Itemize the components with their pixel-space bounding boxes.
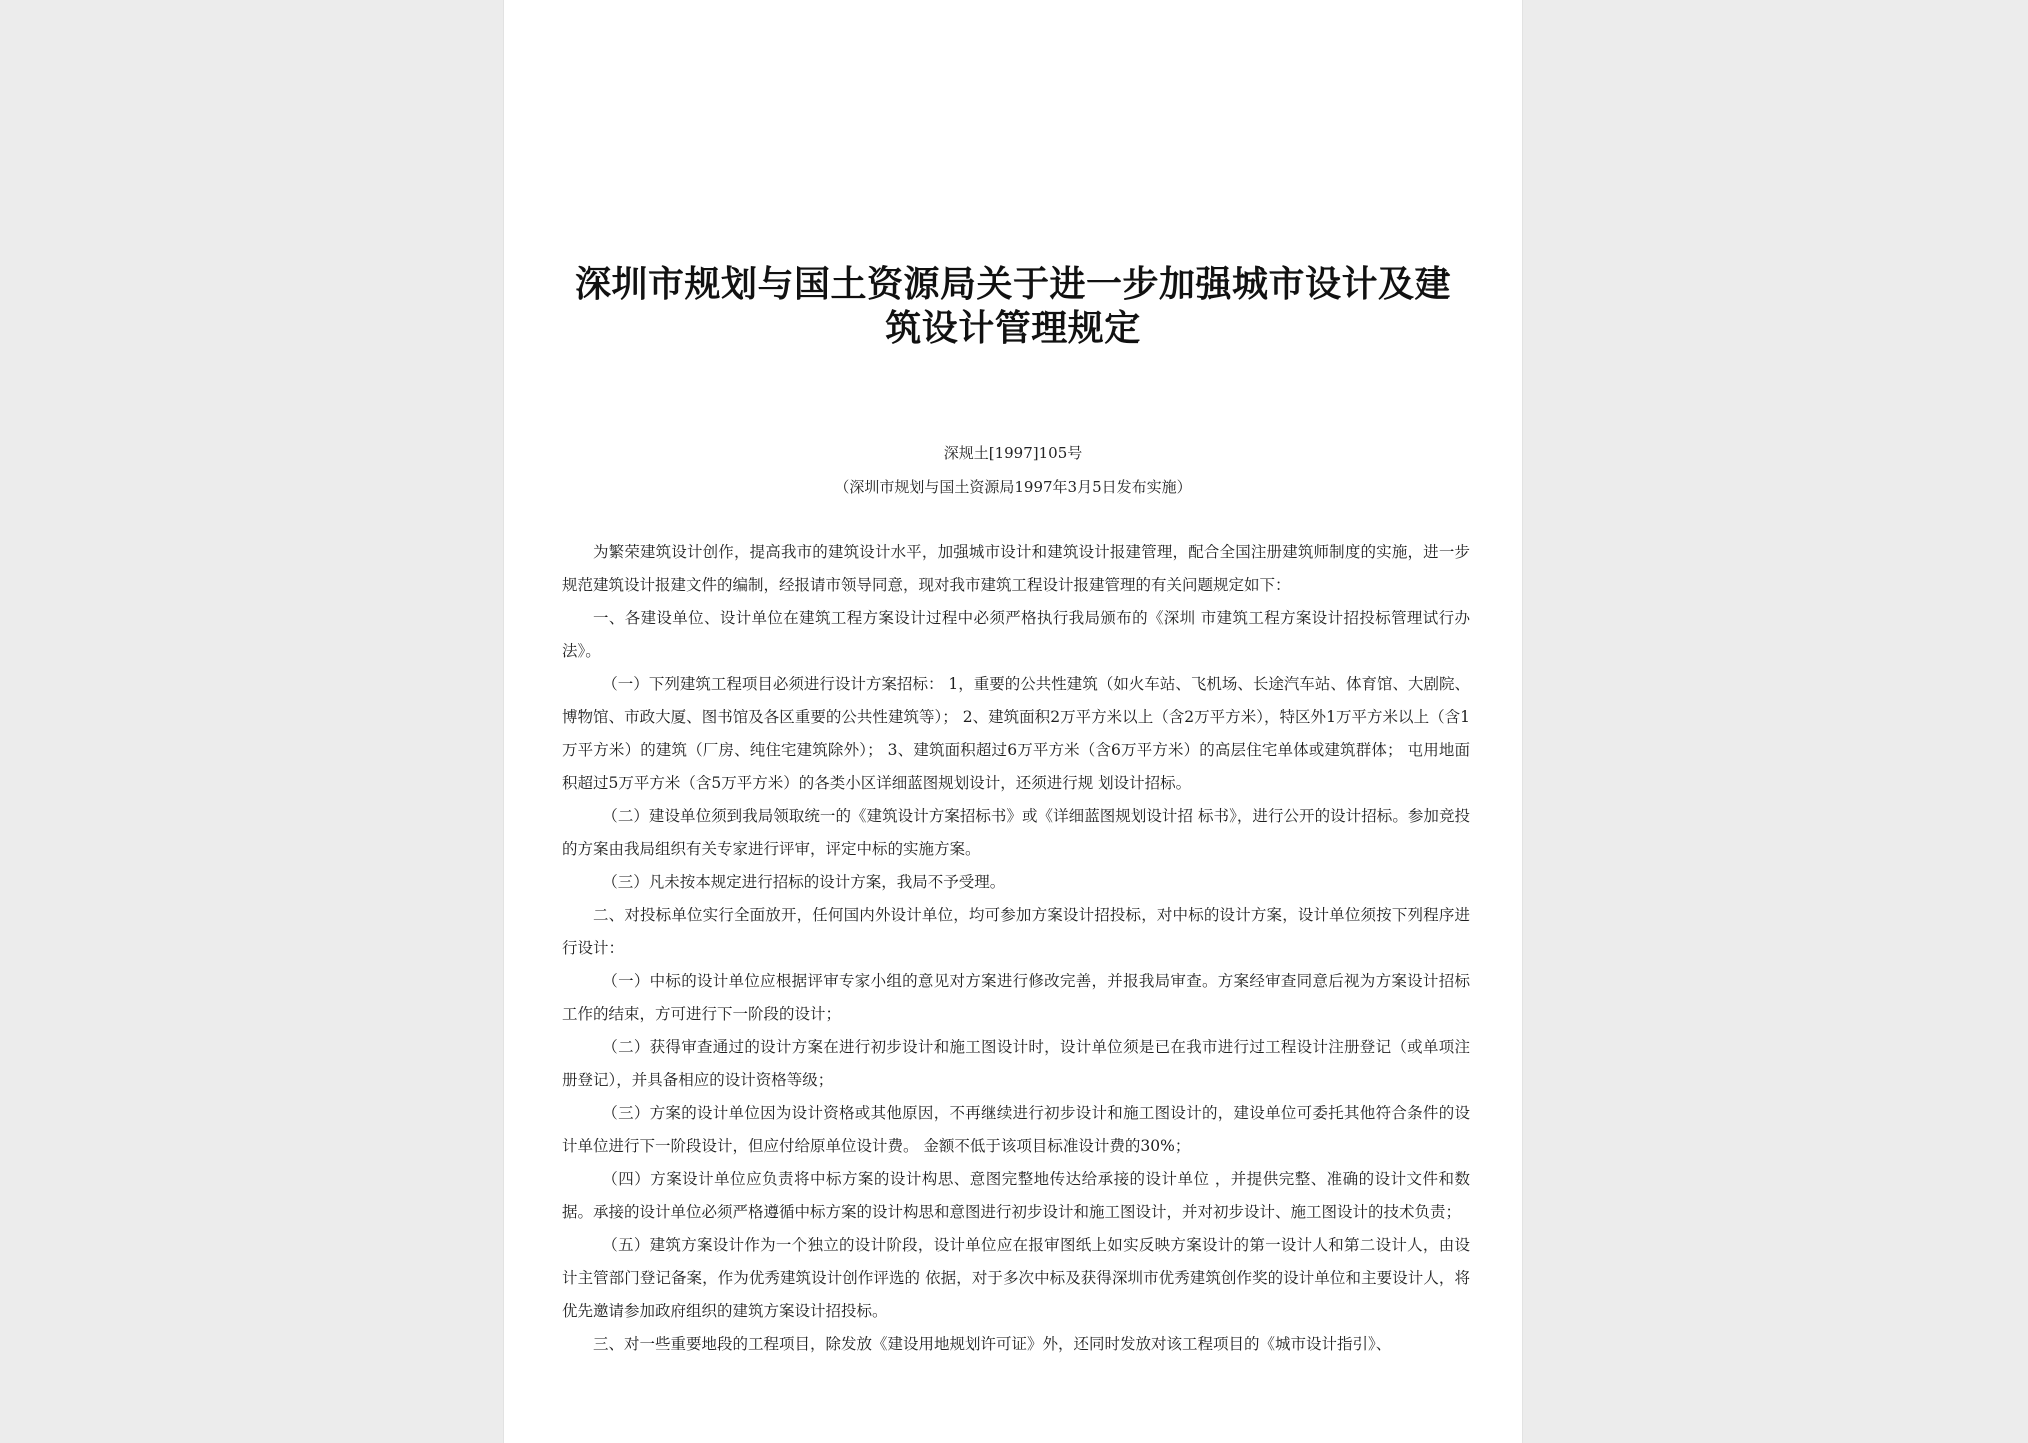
paragraph-section-1: 一、各建设单位、设计单位在建筑工程方案设计过程中必须严格执行我局颁布的《深圳 市建筑工程方案设计招投标管理试行办法》。 (562, 609, 1470, 660)
document-body (562, 536, 1470, 1361)
paragraph-section-2: 二、对投标单位实行全面放开，任何国内外设计单位，均可参加方案设计招投标，对中标的设计方案，设计单位须按下列程序进行设计： (562, 906, 1470, 957)
issue-note: （深圳市规划与国土资源局1997年3月5日发布实施） (834, 478, 1192, 496)
paragraph-2-5: （五）建筑方案设计作为一个独立的设计阶段，设计单位应在报审图纸上如实反映方案设计的第一设计人和第二设计人，由设计主管部门登记备案，作为优秀建筑设计创作评选的 依据，对于多次中标及获得深圳市优秀建筑创作奖的设计单位和主要设计人，将优先邀请参加政府组织的建筑方案设计招投标。 (562, 1236, 1470, 1320)
paragraph-2-2: （二）获得审查通过的设计方案在进行初步设计和施工图设计时，设计单位须是已在我市进行过工程设计注册登记（或单项注册登记），并具备相应的设计资格等级； (562, 1038, 1470, 1089)
paragraph-1-2: （二）建设单位须到我局领取统一的《建筑设计方案招标书》或《详细蓝图规划设计招 标书》，进行公开的设计招标。参加竞投的方案由我局组织有关专家进行评审，评定中标的实施方案。 (562, 807, 1470, 858)
paragraph-2-4: （四）方案设计单位应负责将中标方案的设计构思、意图完整地传达给承接的设计单位 ，并提供完整、准确的设计文件和数据。承接的设计单位必须严格遵循中标方案的设计构思和意图进行初步设计和施工图设计，并对初步设计、施工图设计的技术负责； (562, 1170, 1470, 1221)
document-number: 深规土[1997]105号 (943, 444, 1083, 462)
paragraph-1-1: （一）下列建筑工程项目必须进行设计方案招标： 1，重要的公共性建筑（如火车站、飞机场、长途汽车站、体育馆、大剧院、博物馆、市政大厦、图书馆及各区重要的公共性建筑等）； 2、建筑面积2万平方米以上（含2万平方米），特区外1万平方米以上（含1万平方米）的建筑（厂房、纯住宅建筑除外）； 3、建筑面积超过6万平方米（含6万平方米）的高层住宅单体或建筑群体； 屯用地面积超过5万平方米（含5万平方米）的各类小区详细蓝图规划设计，还须进行规 划设计招标。 (562, 675, 1470, 792)
paragraph-2-1: （一）中标的设计单位应根据评审专家小组的意见对方案进行修改完善，并报我局审查。方案经审查同意后视为方案设计招标工作的结束，方可进行下一阶段的设计； (562, 972, 1470, 1023)
paragraph-2-3: （三）方案的设计单位因为设计资格或其他原因，不再继续进行初步设计和施工图设计的，建设单位可委托其他符合条件的设计单位进行下一阶段设计，但应付给原单位设计费。 金额不低于该项目标准设计费的30%； (562, 1104, 1470, 1155)
paragraph-section-3: 三、对一些重要地段的工程项目，除发放《建设用地规划许可证》外，还同时发放对该工程项目的《城市设计指引》、 (593, 1335, 1392, 1353)
paragraph-1-3: （三）凡未按本规定进行招标的设计方案，我局不予受理。 (602, 873, 1006, 891)
document-page (504, 0, 1522, 1443)
document-title: 深圳市规划与国土资源局关于进一步加强城市设计及建筑设计管理规定 (574, 263, 1451, 349)
paragraph-intro: 为繁荣建筑设计创作，提高我市的建筑设计水平，加强城市设计和建筑设计报建管理，配合全国注册建筑师制度的实施，进一步规范建筑设计报建文件的编制，经报请市领导同意，现对我市建筑工程设计报建管理的有关问题规定如下： (562, 543, 1470, 594)
